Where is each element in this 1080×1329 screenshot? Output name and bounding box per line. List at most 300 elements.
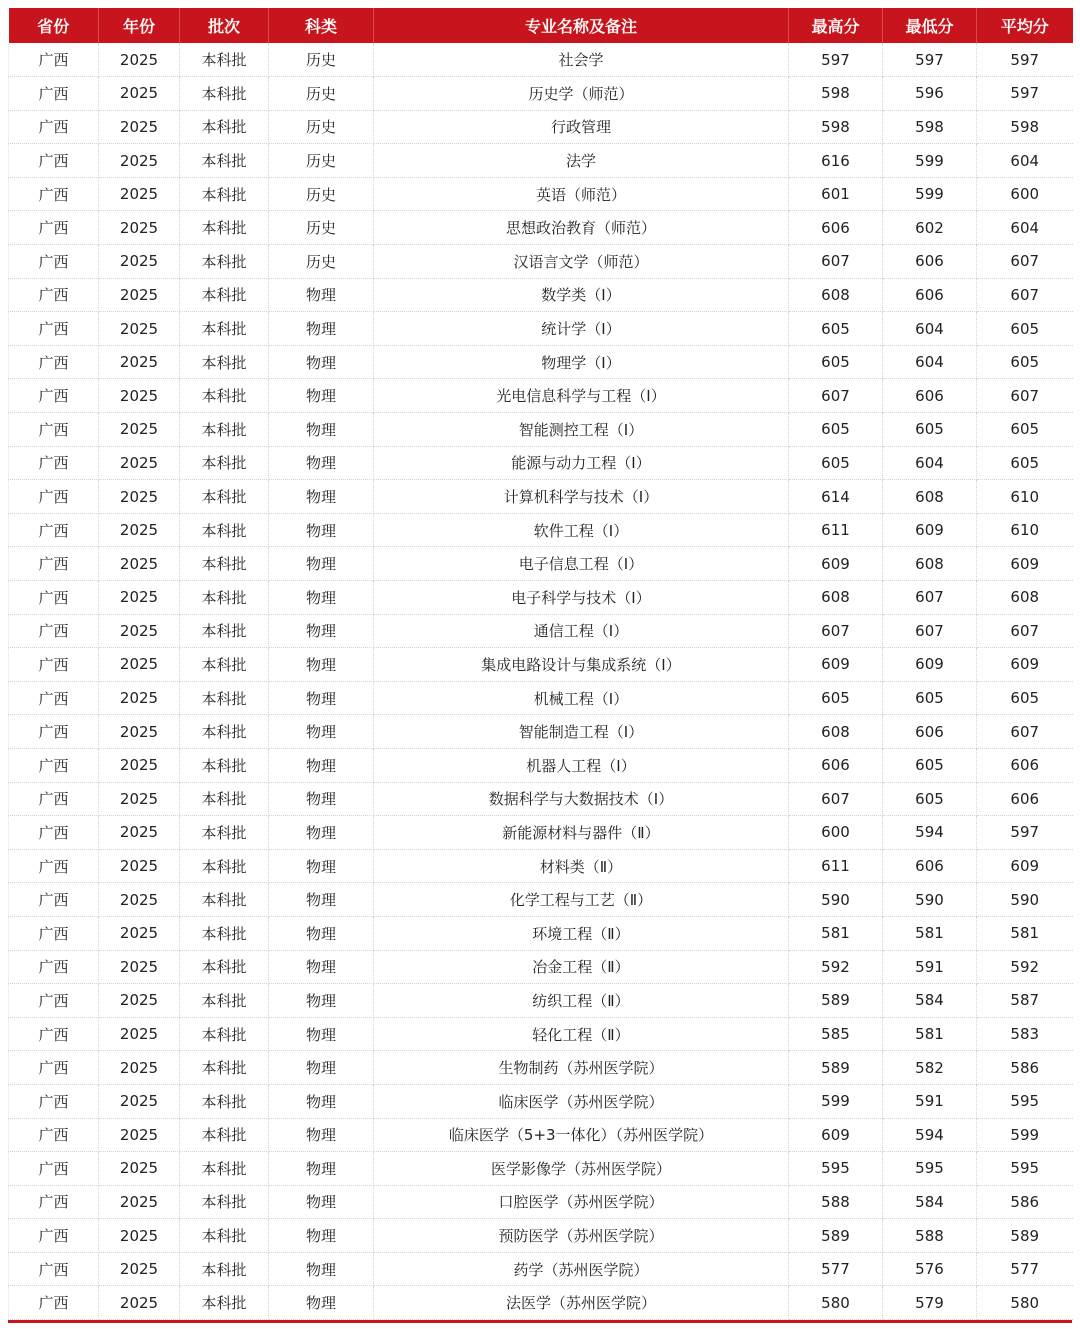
table-body <box>9 43 1073 1320</box>
max-score-cell: 605 <box>789 312 883 346</box>
table-row <box>9 177 1073 211</box>
subject-category-cell: 物理 <box>269 916 374 950</box>
avg-score-cell: 605 <box>977 312 1073 346</box>
min-score-cell: 606 <box>883 278 977 312</box>
batch-cell: 本科批 <box>180 513 269 547</box>
province-cell: 广西 <box>9 1219 99 1253</box>
table-row <box>9 312 1073 346</box>
max-score-cell: 616 <box>789 144 883 178</box>
avg-score-cell: 609 <box>977 547 1073 581</box>
major-name-cell: 统计学（Ⅰ） <box>374 312 789 346</box>
avg-score-cell: 600 <box>977 177 1073 211</box>
batch-cell: 本科批 <box>180 1017 269 1051</box>
table-bottom-border <box>8 1320 1072 1323</box>
avg-score-cell: 580 <box>977 1286 1073 1320</box>
avg-score-cell: 605 <box>977 345 1073 379</box>
major-name-cell: 轻化工程（Ⅱ） <box>374 1017 789 1051</box>
major-name-cell: 行政管理 <box>374 110 789 144</box>
year-cell: 2025 <box>99 715 180 749</box>
batch-cell: 本科批 <box>180 1252 269 1286</box>
subject-category-cell: 物理 <box>269 446 374 480</box>
avg-score-cell: 586 <box>977 1051 1073 1085</box>
header-year: 年份 <box>99 8 180 43</box>
province-cell: 广西 <box>9 1051 99 1085</box>
batch-cell: 本科批 <box>180 1118 269 1152</box>
table-row <box>9 883 1073 917</box>
max-score-cell: 609 <box>789 1118 883 1152</box>
min-score-cell: 594 <box>883 1118 977 1152</box>
max-score-cell: 599 <box>789 1084 883 1118</box>
year-cell: 2025 <box>99 144 180 178</box>
subject-category-cell: 物理 <box>269 480 374 514</box>
major-name-cell: 电子科学与技术（Ⅰ） <box>374 581 789 615</box>
max-score-cell: 598 <box>789 110 883 144</box>
avg-score-cell: 589 <box>977 1219 1073 1253</box>
avg-score-cell: 595 <box>977 1084 1073 1118</box>
avg-score-cell: 609 <box>977 648 1073 682</box>
table-row <box>9 782 1073 816</box>
batch-cell: 本科批 <box>180 1286 269 1320</box>
header-max-score: 最高分 <box>789 8 883 43</box>
year-cell: 2025 <box>99 1084 180 1118</box>
province-cell: 广西 <box>9 77 99 111</box>
batch-cell: 本科批 <box>180 480 269 514</box>
province-cell: 广西 <box>9 715 99 749</box>
max-score-cell: 607 <box>789 245 883 279</box>
table-row <box>9 581 1073 615</box>
min-score-cell: 588 <box>883 1219 977 1253</box>
batch-cell: 本科批 <box>180 816 269 850</box>
province-cell: 广西 <box>9 916 99 950</box>
min-score-cell: 608 <box>883 547 977 581</box>
major-name-cell: 智能测控工程（Ⅰ） <box>374 413 789 447</box>
province-cell: 广西 <box>9 1152 99 1186</box>
batch-cell: 本科批 <box>180 446 269 480</box>
subject-category-cell: 历史 <box>269 110 374 144</box>
batch-cell: 本科批 <box>180 1084 269 1118</box>
min-score-cell: 595 <box>883 1152 977 1186</box>
major-name-cell: 新能源材料与器件（Ⅱ） <box>374 816 789 850</box>
table-row <box>9 748 1073 782</box>
province-cell: 广西 <box>9 816 99 850</box>
province-cell: 广西 <box>9 1252 99 1286</box>
table-row <box>9 245 1073 279</box>
subject-category-cell: 物理 <box>269 648 374 682</box>
max-score-cell: 585 <box>789 1017 883 1051</box>
min-score-cell: 609 <box>883 648 977 682</box>
year-cell: 2025 <box>99 177 180 211</box>
year-cell: 2025 <box>99 345 180 379</box>
table-row <box>9 916 1073 950</box>
table-row <box>9 1051 1073 1085</box>
province-cell: 广西 <box>9 984 99 1018</box>
major-name-cell: 软件工程（Ⅰ） <box>374 513 789 547</box>
avg-score-cell: 605 <box>977 413 1073 447</box>
major-name-cell: 光电信息科学与工程（Ⅰ） <box>374 379 789 413</box>
year-cell: 2025 <box>99 748 180 782</box>
admission-scores-table <box>8 8 1073 1320</box>
province-cell: 广西 <box>9 782 99 816</box>
batch-cell: 本科批 <box>180 1185 269 1219</box>
year-cell: 2025 <box>99 1185 180 1219</box>
batch-cell: 本科批 <box>180 1219 269 1253</box>
table-row <box>9 144 1073 178</box>
max-score-cell: 577 <box>789 1252 883 1286</box>
max-score-cell: 598 <box>789 77 883 111</box>
avg-score-cell: 607 <box>977 379 1073 413</box>
major-name-cell: 通信工程（Ⅰ） <box>374 614 789 648</box>
batch-cell: 本科批 <box>180 782 269 816</box>
year-cell: 2025 <box>99 581 180 615</box>
subject-category-cell: 物理 <box>269 1219 374 1253</box>
province-cell: 广西 <box>9 883 99 917</box>
year-cell: 2025 <box>99 950 180 984</box>
header-avg-score: 平均分 <box>1000 17 1049 36</box>
table-row <box>9 379 1073 413</box>
avg-score-cell: 609 <box>977 849 1073 883</box>
province-cell: 广西 <box>9 43 99 77</box>
year-cell: 2025 <box>99 413 180 447</box>
min-score-cell: 602 <box>883 211 977 245</box>
year-cell: 2025 <box>99 849 180 883</box>
table-row <box>9 547 1073 581</box>
table-row <box>9 614 1073 648</box>
major-name-cell: 临床医学（5+3一体化）（苏州医学院） <box>374 1118 789 1152</box>
table-row <box>9 1219 1073 1253</box>
major-name-cell: 思想政治教育（师范） <box>374 211 789 245</box>
max-score-cell: 605 <box>789 446 883 480</box>
province-cell: 广西 <box>9 345 99 379</box>
subject-category-cell: 物理 <box>269 1051 374 1085</box>
min-score-cell: 581 <box>883 1017 977 1051</box>
subject-category-cell: 物理 <box>269 1286 374 1320</box>
batch-cell: 本科批 <box>180 144 269 178</box>
min-score-cell: 591 <box>883 950 977 984</box>
subject-category-cell: 物理 <box>269 1084 374 1118</box>
min-score-cell: 597 <box>883 43 977 77</box>
year-cell: 2025 <box>99 782 180 816</box>
max-score-cell: 588 <box>789 1185 883 1219</box>
table-row <box>9 1286 1073 1320</box>
year-cell: 2025 <box>99 1252 180 1286</box>
year-cell: 2025 <box>99 43 180 77</box>
subject-category-cell: 物理 <box>269 816 374 850</box>
batch-cell: 本科批 <box>180 345 269 379</box>
min-score-cell: 591 <box>883 1084 977 1118</box>
province-cell: 广西 <box>9 177 99 211</box>
header-province: 省份 <box>9 8 99 43</box>
batch-cell: 本科批 <box>180 681 269 715</box>
batch-cell: 本科批 <box>180 614 269 648</box>
major-name-cell: 计算机科学与技术（Ⅰ） <box>374 480 789 514</box>
year-cell: 2025 <box>99 614 180 648</box>
max-score-cell: 581 <box>789 916 883 950</box>
max-score-cell: 609 <box>789 648 883 682</box>
year-cell: 2025 <box>99 379 180 413</box>
major-name-cell: 物理学（Ⅰ） <box>374 345 789 379</box>
major-name-cell: 预防医学（苏州医学院） <box>374 1219 789 1253</box>
subject-category-cell: 历史 <box>269 77 374 111</box>
min-score-cell: 584 <box>883 1185 977 1219</box>
min-score-cell: 598 <box>883 110 977 144</box>
province-cell: 广西 <box>9 379 99 413</box>
table-row <box>9 211 1073 245</box>
max-score-cell: 595 <box>789 1152 883 1186</box>
province-cell: 广西 <box>9 950 99 984</box>
batch-cell: 本科批 <box>180 581 269 615</box>
batch-cell: 本科批 <box>180 77 269 111</box>
max-score-cell: 614 <box>789 480 883 514</box>
batch-cell: 本科批 <box>180 43 269 77</box>
year-cell: 2025 <box>99 245 180 279</box>
subject-category-cell: 历史 <box>269 144 374 178</box>
province-cell: 广西 <box>9 245 99 279</box>
province-cell: 广西 <box>9 849 99 883</box>
max-score-cell: 597 <box>789 43 883 77</box>
subject-category-cell: 物理 <box>269 379 374 413</box>
batch-cell: 本科批 <box>180 278 269 312</box>
batch-cell: 本科批 <box>180 715 269 749</box>
avg-score-cell: 606 <box>977 782 1073 816</box>
min-score-cell: 604 <box>883 446 977 480</box>
subject-category-cell: 物理 <box>269 715 374 749</box>
avg-score-cell: 598 <box>977 110 1073 144</box>
max-score-cell: 605 <box>789 681 883 715</box>
major-name-cell: 纺织工程（Ⅱ） <box>374 984 789 1018</box>
avg-score-cell: 595 <box>977 1152 1073 1186</box>
max-score-cell: 609 <box>789 547 883 581</box>
province-cell: 广西 <box>9 413 99 447</box>
subject-category-cell: 物理 <box>269 748 374 782</box>
province-cell: 广西 <box>9 211 99 245</box>
header-batch: 批次 <box>180 8 269 43</box>
subject-category-cell: 物理 <box>269 278 374 312</box>
min-score-cell: 594 <box>883 816 977 850</box>
year-cell: 2025 <box>99 1118 180 1152</box>
year-cell: 2025 <box>99 211 180 245</box>
avg-score-cell: 597 <box>977 43 1073 77</box>
batch-cell: 本科批 <box>180 245 269 279</box>
province-cell: 广西 <box>9 1286 99 1320</box>
major-name-cell: 社会学 <box>374 43 789 77</box>
table-row <box>9 1185 1073 1219</box>
major-name-cell: 药学（苏州医学院） <box>374 1252 789 1286</box>
year-cell: 2025 <box>99 1017 180 1051</box>
subject-category-cell: 物理 <box>269 782 374 816</box>
province-cell: 广西 <box>9 614 99 648</box>
subject-category-cell: 物理 <box>269 849 374 883</box>
max-score-cell: 607 <box>789 614 883 648</box>
min-score-cell: 582 <box>883 1051 977 1085</box>
subject-category-cell: 物理 <box>269 883 374 917</box>
max-score-cell: 607 <box>789 379 883 413</box>
max-score-cell: 608 <box>789 278 883 312</box>
subject-category-cell: 物理 <box>269 984 374 1018</box>
min-score-cell: 604 <box>883 345 977 379</box>
year-cell: 2025 <box>99 446 180 480</box>
min-score-cell: 606 <box>883 849 977 883</box>
year-cell: 2025 <box>99 77 180 111</box>
major-name-cell: 法医学（苏州医学院） <box>374 1286 789 1320</box>
min-score-cell: 605 <box>883 413 977 447</box>
avg-score-cell: 597 <box>977 816 1073 850</box>
table-row <box>9 110 1073 144</box>
major-name-cell: 英语（师范） <box>374 177 789 211</box>
subject-category-cell: 物理 <box>269 681 374 715</box>
table-row <box>9 513 1073 547</box>
min-score-cell: 599 <box>883 177 977 211</box>
avg-score-cell: 597 <box>977 77 1073 111</box>
major-name-cell: 数学类（Ⅰ） <box>374 278 789 312</box>
major-name-cell: 智能制造工程（Ⅰ） <box>374 715 789 749</box>
subject-category-cell: 历史 <box>269 245 374 279</box>
major-name-cell: 冶金工程（Ⅱ） <box>374 950 789 984</box>
year-cell: 2025 <box>99 547 180 581</box>
major-name-cell: 汉语言文学（师范） <box>374 245 789 279</box>
major-name-cell: 历史学（师范） <box>374 77 789 111</box>
header-major-name: 专业名称及备注 <box>374 8 789 43</box>
max-score-cell: 601 <box>789 177 883 211</box>
avg-score-cell: 607 <box>977 278 1073 312</box>
avg-score-cell: 607 <box>977 614 1073 648</box>
table-row <box>9 1084 1073 1118</box>
avg-score-cell: 608 <box>977 581 1073 615</box>
avg-score-cell: 605 <box>977 681 1073 715</box>
subject-category-cell: 历史 <box>269 177 374 211</box>
max-score-cell: 607 <box>789 782 883 816</box>
avg-score-cell: 607 <box>977 245 1073 279</box>
major-name-cell: 环境工程（Ⅱ） <box>374 916 789 950</box>
subject-category-cell: 物理 <box>269 312 374 346</box>
min-score-cell: 581 <box>883 916 977 950</box>
subject-category-cell: 物理 <box>269 1185 374 1219</box>
table-row <box>9 715 1073 749</box>
table-row <box>9 278 1073 312</box>
min-score-cell: 606 <box>883 715 977 749</box>
province-cell: 广西 <box>9 581 99 615</box>
table-row <box>9 816 1073 850</box>
major-name-cell: 数据科学与大数据技术（Ⅰ） <box>374 782 789 816</box>
min-score-cell: 606 <box>883 245 977 279</box>
subject-category-cell: 物理 <box>269 1152 374 1186</box>
admission-scores-table-container <box>8 8 1072 1323</box>
min-score-cell: 584 <box>883 984 977 1018</box>
province-cell: 广西 <box>9 1084 99 1118</box>
year-cell: 2025 <box>99 1152 180 1186</box>
year-cell: 2025 <box>99 480 180 514</box>
year-cell: 2025 <box>99 278 180 312</box>
max-score-cell: 589 <box>789 1219 883 1253</box>
table-row <box>9 1118 1073 1152</box>
table-row <box>9 648 1073 682</box>
avg-score-cell: 607 <box>977 715 1073 749</box>
province-cell: 广西 <box>9 480 99 514</box>
year-cell: 2025 <box>99 681 180 715</box>
min-score-cell: 608 <box>883 480 977 514</box>
major-name-cell: 法学 <box>374 144 789 178</box>
year-cell: 2025 <box>99 648 180 682</box>
batch-cell: 本科批 <box>180 984 269 1018</box>
subject-category-cell: 历史 <box>269 211 374 245</box>
min-score-cell: 607 <box>883 581 977 615</box>
subject-category-cell: 物理 <box>269 513 374 547</box>
year-cell: 2025 <box>99 816 180 850</box>
year-cell: 2025 <box>99 1051 180 1085</box>
table-row <box>9 413 1073 447</box>
avg-score-cell: 581 <box>977 916 1073 950</box>
header-min-score: 最低分 <box>883 8 977 43</box>
province-cell: 广西 <box>9 1185 99 1219</box>
min-score-cell: 606 <box>883 379 977 413</box>
avg-score-cell: 590 <box>977 883 1073 917</box>
major-name-cell: 临床医学（苏州医学院） <box>374 1084 789 1118</box>
batch-cell: 本科批 <box>180 379 269 413</box>
max-score-cell: 605 <box>789 345 883 379</box>
table-row <box>9 950 1073 984</box>
batch-cell: 本科批 <box>180 748 269 782</box>
max-score-cell: 605 <box>789 413 883 447</box>
min-score-cell: 607 <box>883 614 977 648</box>
subject-category-cell: 物理 <box>269 1252 374 1286</box>
min-score-cell: 609 <box>883 513 977 547</box>
avg-score-cell: 586 <box>977 1185 1073 1219</box>
batch-cell: 本科批 <box>180 883 269 917</box>
max-score-cell: 608 <box>789 581 883 615</box>
max-score-cell: 608 <box>789 715 883 749</box>
province-cell: 广西 <box>9 1017 99 1051</box>
year-cell: 2025 <box>99 1286 180 1320</box>
batch-cell: 本科批 <box>180 413 269 447</box>
max-score-cell: 606 <box>789 211 883 245</box>
subject-category-cell: 物理 <box>269 547 374 581</box>
batch-cell: 本科批 <box>180 916 269 950</box>
min-score-cell: 604 <box>883 312 977 346</box>
batch-cell: 本科批 <box>180 312 269 346</box>
avg-score-cell: 610 <box>977 480 1073 514</box>
min-score-cell: 590 <box>883 883 977 917</box>
year-cell: 2025 <box>99 110 180 144</box>
table-row <box>9 681 1073 715</box>
batch-cell: 本科批 <box>180 177 269 211</box>
max-score-cell: 589 <box>789 984 883 1018</box>
table-row <box>9 446 1073 480</box>
table-row <box>9 1252 1073 1286</box>
avg-score-cell: 577 <box>977 1252 1073 1286</box>
major-name-cell: 口腔医学（苏州医学院） <box>374 1185 789 1219</box>
subject-category-cell: 物理 <box>269 345 374 379</box>
major-name-cell: 医学影像学（苏州医学院） <box>374 1152 789 1186</box>
subject-category-cell: 物理 <box>269 614 374 648</box>
avg-score-cell: 587 <box>977 984 1073 1018</box>
max-score-cell: 589 <box>789 1051 883 1085</box>
table-row <box>9 77 1073 111</box>
avg-score-cell: 583 <box>977 1017 1073 1051</box>
province-cell: 广西 <box>9 110 99 144</box>
subject-category-cell: 物理 <box>269 1017 374 1051</box>
subject-category-cell: 物理 <box>269 950 374 984</box>
year-cell: 2025 <box>99 1219 180 1253</box>
major-name-cell: 集成电路设计与集成系统（Ⅰ） <box>374 648 789 682</box>
max-score-cell: 580 <box>789 1286 883 1320</box>
province-cell: 广西 <box>9 278 99 312</box>
batch-cell: 本科批 <box>180 849 269 883</box>
subject-category-cell: 物理 <box>269 581 374 615</box>
batch-cell: 本科批 <box>180 950 269 984</box>
min-score-cell: 579 <box>883 1286 977 1320</box>
avg-score-cell: 606 <box>977 748 1073 782</box>
major-name-cell: 机器人工程（Ⅰ） <box>374 748 789 782</box>
table-row <box>9 1152 1073 1186</box>
